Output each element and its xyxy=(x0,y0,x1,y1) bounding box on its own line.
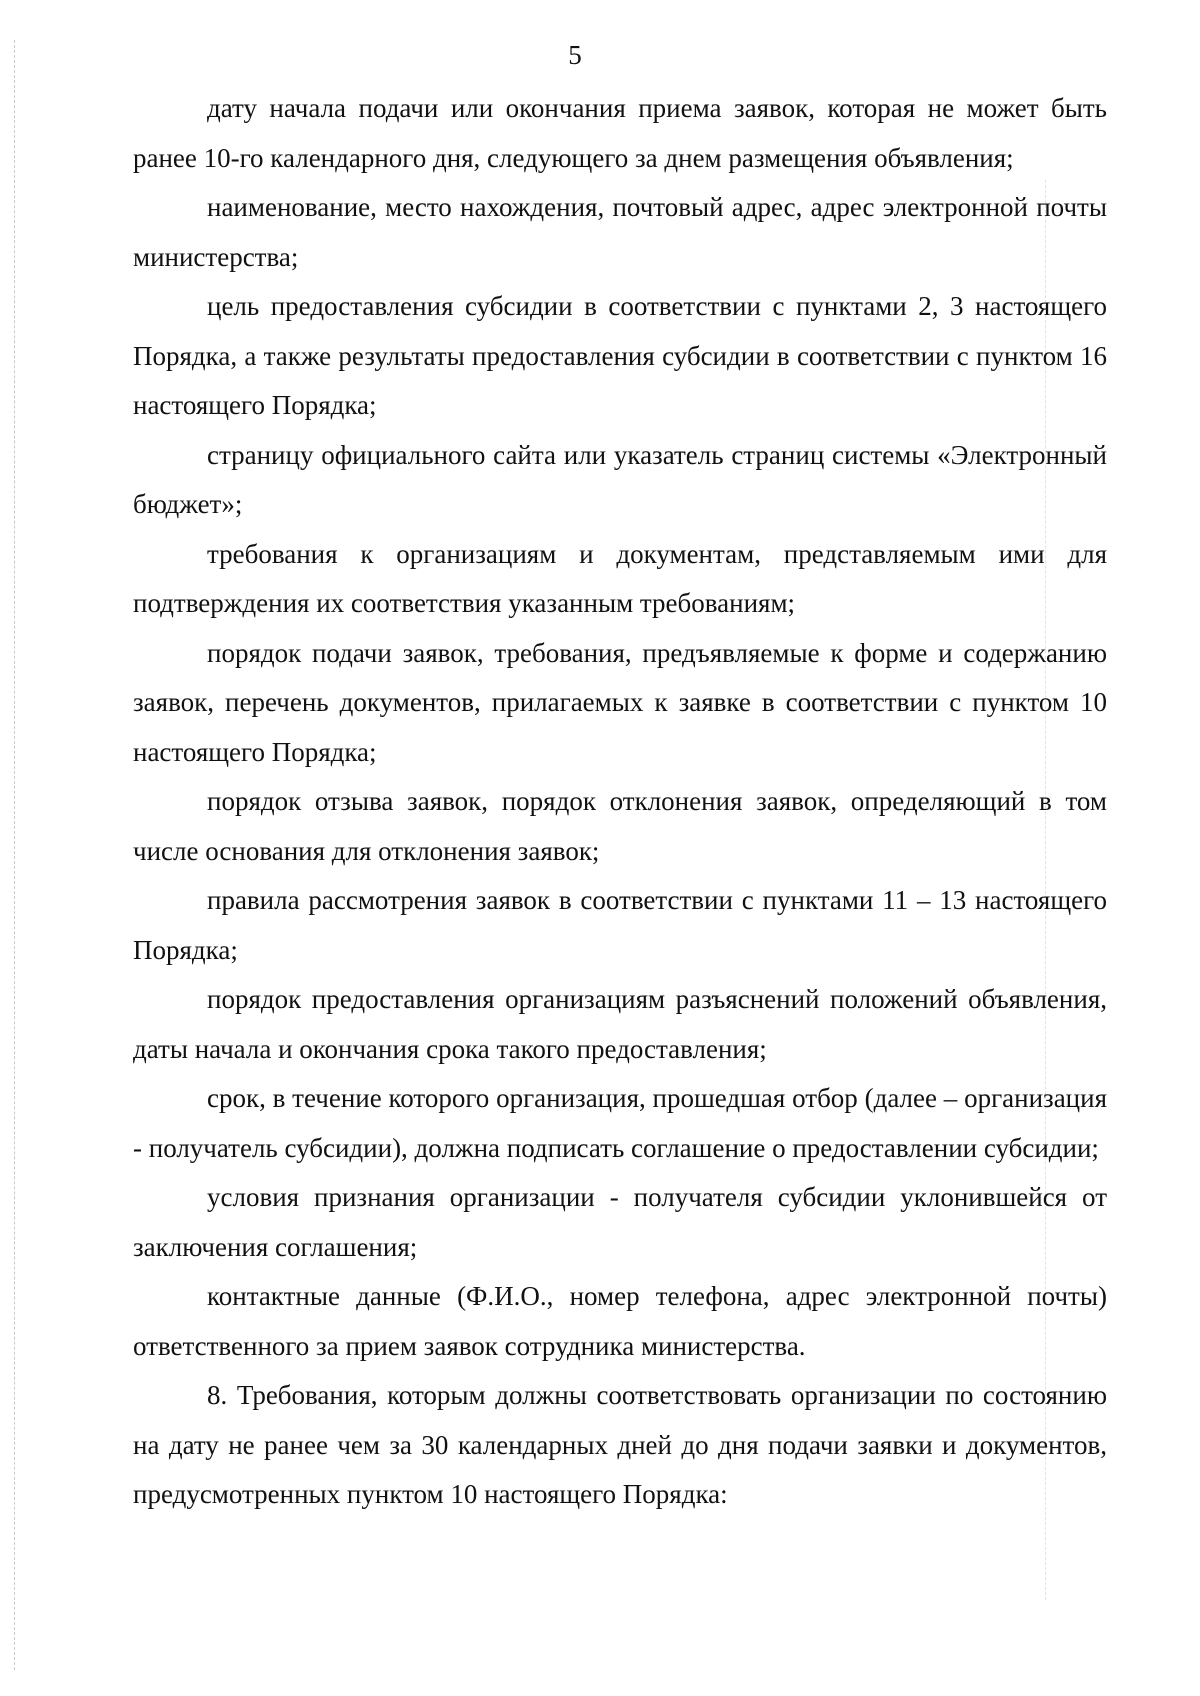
paragraph-agreement-deadline: срок, в течение которого организация, прошедшая отбор (далее – организация - получатель субсидии), должна подписать соглашение о предоставлении субсидии; xyxy=(133,1083,1107,1163)
paragraph-evasion-conditions: условия признания организации - получателя субсидии уклонившейся от заключения соглашения; xyxy=(133,1182,1107,1262)
paragraph-clarifications: порядок предоставления организациям разъяснений положений объявления, даты начала и окончания срока такого предоставления; xyxy=(133,984,1107,1064)
paragraph-withdrawal-rejection: порядок отзыва заявок, порядок отклонения заявок, определяющий в том числе основания для отклонения заявок; xyxy=(133,786,1107,866)
scan-edge-left xyxy=(14,40,15,1670)
paragraph-contact-details: контактные данные (Ф.И.О., номер телефона, адрес электронной почты) ответственного за прием заявок сотрудника министерства. xyxy=(133,1281,1107,1361)
paragraph-clause-8: 8. Требования, которым должны соответствовать организации по состоянию на дату не ранее чем за 30 календарных дней до дня подачи заявки и документов, предусмотренных пунктом 10 настоящего Порядка: xyxy=(133,1380,1107,1509)
document-body xyxy=(133,84,1107,1520)
paragraph-subsidy-purpose: цель предоставления субсидии в соответствии с пунктами 2, 3 настоящего Порядка, а также результаты предоставления субсидии в соответствии с пунктом 16 настоящего Порядка; xyxy=(133,291,1107,420)
page-number: 5 xyxy=(568,40,582,70)
paragraph-review-rules: правила рассмотрения заявок в соответствии с пунктами 11 – 13 настоящего Порядка; xyxy=(133,885,1107,965)
paragraph-ministry-contacts: наименование, место нахождения, почтовый адрес, адрес электронной почты министерства; xyxy=(133,192,1107,272)
paragraph-announcement-dates: дату начала подачи или окончания приема заявок, которая не может быть ранее 10-го календарного дня, следующего за днем размещения объявления; xyxy=(133,93,1107,173)
paragraph-website-page: страницу официального сайта или указатель страниц системы «Электронный бюджет»; xyxy=(133,439,1107,519)
paragraph-application-procedure: порядок подачи заявок, требования, предъявляемые к форме и содержанию заявок, перечень документов, прилагаемых к заявке в соответствии с пунктом 10 настоящего Порядка; xyxy=(133,637,1107,767)
paragraph-organization-requirements: требования к организациям и документам, представляемым ими для подтверждения их соответствия указанным требованиям; xyxy=(133,538,1107,618)
